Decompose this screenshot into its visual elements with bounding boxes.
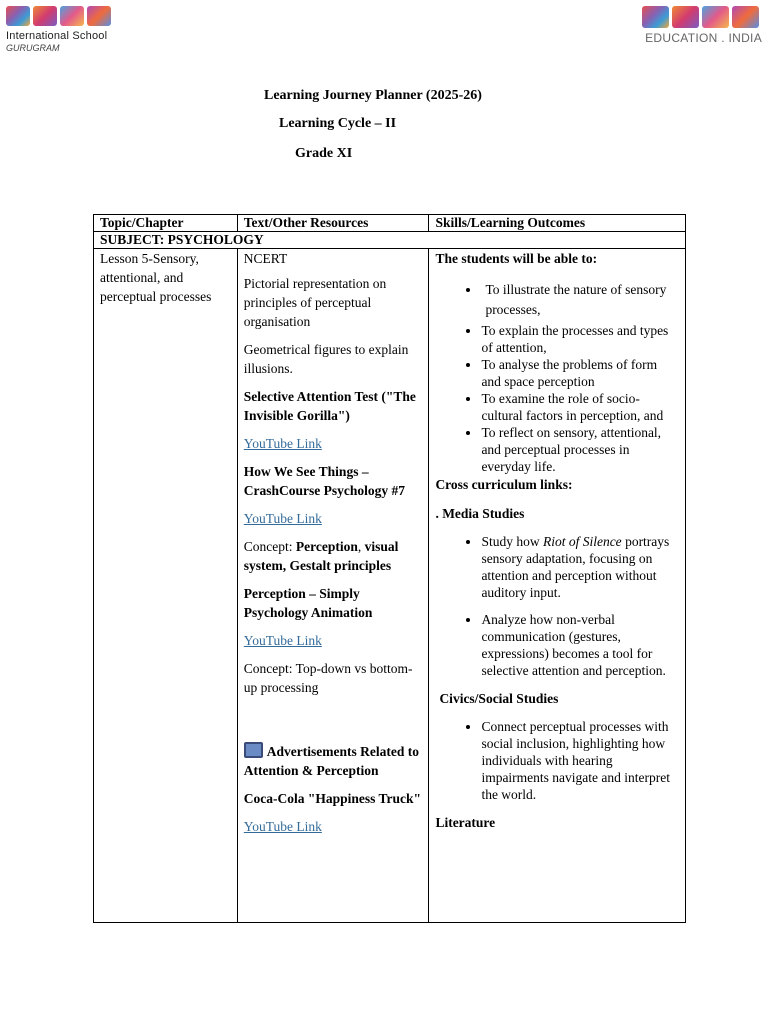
gems-international-school-logo (6, 6, 146, 52)
concept-gestalt: Gestalt principles (289, 558, 392, 573)
school-name: International School (6, 30, 108, 42)
resource-ncert: NCERT (243, 251, 288, 266)
resources-cell (237, 249, 429, 923)
school-city: GURUGRAM (6, 43, 60, 53)
planner-title: Learning Journey Planner (2025-26) (264, 88, 482, 103)
gems-letter-m (60, 6, 84, 26)
list-item: • To examine the role of socio-cultural factors in perception, and (481, 390, 679, 424)
gems-letter-e (672, 6, 699, 28)
header-outcomes: Skills/Learning Outcomes (429, 215, 686, 232)
cross-curriculum-title: Cross curriculum links: (435, 477, 573, 492)
civics-title: Civics/Social Studies (439, 691, 559, 706)
concept-prefix: Concept: (243, 539, 296, 554)
list-item: • Analyze how non-verbal communication (gestures, expressions) becomes a tool for selective attention and perception. (481, 611, 679, 679)
list-item: • To illustrate the nature of sensory processes, (481, 280, 679, 320)
subject-label: SUBJECT: PSYCHOLOGY (94, 232, 686, 249)
subject-row (94, 232, 686, 249)
grade-label: Grade XI (295, 146, 353, 161)
gems-letter-e (33, 6, 57, 26)
learning-journey-table (93, 214, 686, 923)
education-india-tagline: EDUCATION . INDIA (645, 31, 762, 45)
resource-test-title: Selective Attention Test ("The Invisible Gorilla") (243, 389, 416, 423)
resource-concept-perception (244, 537, 423, 575)
table-header-row (94, 215, 686, 232)
riot-of-silence: Riot of Silence (542, 534, 622, 549)
youtube-link-cocacola[interactable]: YouTube Link (243, 819, 322, 834)
concept-sep: , (357, 539, 365, 554)
concept-sep: , (282, 558, 290, 573)
concept-visual-system: visual system (243, 539, 399, 573)
media-studies-title: . Media Studies (435, 506, 525, 521)
youtube-link-simply-psychology[interactable]: YouTube Link (243, 633, 322, 648)
resource-crashcourse-title: How We See Things – CrashCourse Psychology #7 (243, 464, 406, 498)
gems-education-india-logo (640, 6, 762, 52)
gems-letter-s (87, 6, 111, 26)
resource-pictorial: Pictorial representation on principles of perceptual organisation (243, 276, 387, 329)
resource-ads-title (244, 742, 423, 780)
list-item: • To explain the processes and types of attention, (481, 322, 679, 356)
table-row (94, 249, 686, 923)
media-item-post: portrays sensory adaptation, focusing on attention and perception without auditory input. (481, 534, 670, 600)
media-studies-list (435, 533, 679, 679)
gems-wordmark-left (6, 6, 146, 28)
youtube-link-gorilla[interactable]: YouTube Link (243, 436, 322, 451)
spacer (244, 706, 423, 742)
resource-cocacola: Coca-Cola "Happiness Truck" (243, 791, 422, 806)
resource-concept-processing: Concept: Top-down vs bottom-up processing (243, 661, 413, 695)
list-item: • To analyse the problems of form and space perception (481, 356, 679, 390)
civics-list (435, 718, 679, 803)
outcomes-list (435, 280, 679, 475)
topic-text: Lesson 5-Sensory, attentional, and perceptual processes (100, 251, 212, 304)
resource-simply-psychology-title: Perception – Simply Psychology Animation (243, 586, 373, 620)
list-item: • Connect perceptual processes with social inclusion, highlighting how individuals with hearing impairments navigate and interpret the world. (481, 718, 679, 803)
resource-geometrical: Geometrical figures to explain illusions. (243, 342, 409, 376)
learning-cycle: Learning Cycle – II (279, 116, 397, 131)
gems-letter-s (732, 6, 759, 28)
header-resources: Text/Other Resources (237, 215, 429, 232)
outcomes-intro: The students will be able to: (435, 251, 598, 266)
tv-icon (244, 742, 263, 758)
gems-letter-g (642, 6, 669, 28)
literature-title: Literature (435, 815, 496, 830)
media-item-pre: Study how (481, 534, 543, 549)
topic-cell (94, 249, 238, 923)
concept-perception: Perception (295, 539, 358, 554)
outcomes-cell (429, 249, 686, 923)
youtube-link-crashcourse[interactable]: YouTube Link (243, 511, 322, 526)
gems-letter-m (702, 6, 729, 28)
list-item: • To reflect on sensory, attentional, and perceptual processes in everyday life. (481, 424, 679, 475)
gems-wordmark-right (640, 6, 762, 28)
gems-letter-g (6, 6, 30, 26)
header-topic: Topic/Chapter (94, 215, 238, 232)
list-item (481, 533, 679, 601)
ads-title-text: Advertisements Related to Attention & Perception (243, 744, 420, 778)
